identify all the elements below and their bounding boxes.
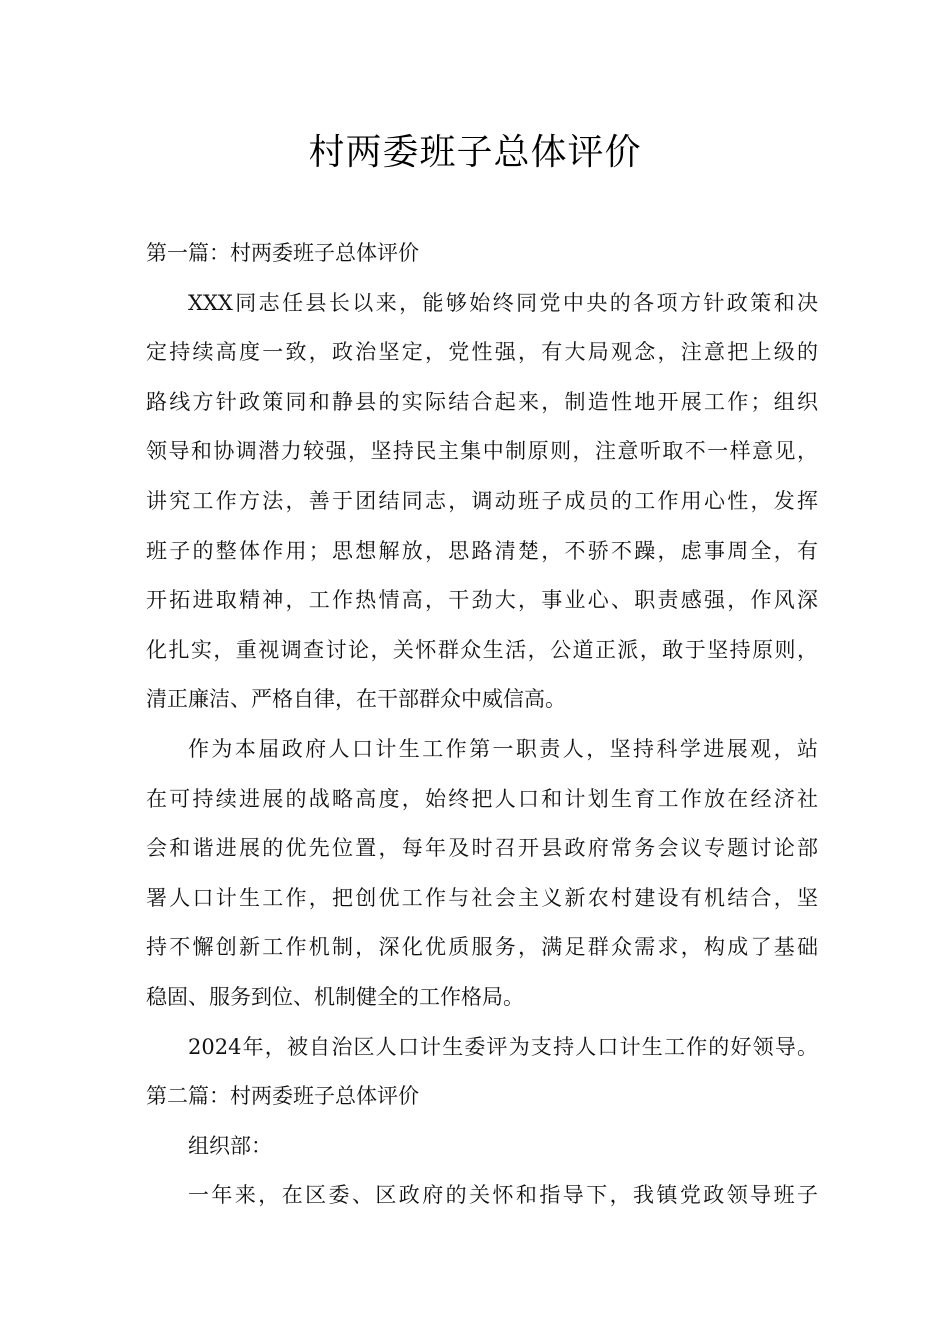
paragraph-line: 2024年，被自治区人口计生委评为支持人口计生工作的好领导。: [188, 1034, 818, 1059]
paragraph-line: 在可持续进展的战略高度，始终把人口和计划生育工作放在经济社: [146, 786, 818, 811]
paragraph-line: 领导和协调潜力较强，坚持民主集中制原则，注意听取不一样意见，: [146, 439, 818, 464]
paragraph-line: 一年来，在区委、区政府的关怀和指导下，我镇党政领导班子: [188, 1183, 818, 1208]
paragraph-line: 持不懈创新工作机制，深化优质服务，满足群众需求，构成了基础: [146, 935, 818, 960]
paragraph-line: 署人口计生工作，把创优工作与社会主义新农村建设有机结合，坚: [146, 885, 818, 910]
paragraph-line: 会和谐进展的优先位置，每年及时召开县政府常务会议专题讨论部: [146, 836, 818, 861]
paragraph-line: 稳固、服务到位、机制健全的工作格局。: [146, 984, 524, 1009]
paragraph-line: 班子的整体作用；思想解放，思路清楚，不骄不躁，虑事周全，有: [146, 538, 818, 563]
paragraph-line: 清正廉洁、严格自律，在干部群众中威信高。: [146, 687, 566, 712]
paragraph-line: 开拓进取精神，工作热情高，干劲大，事业心、职责感强，作风深: [146, 588, 818, 613]
section-heading-2: 第二篇：村两委班子总体评价: [146, 1084, 419, 1109]
section-heading-1: 第一篇：村两委班子总体评价: [146, 241, 419, 265]
paragraph-line: 化扎实，重视调查讨论，关怀群众生活，公道正派，敢于坚持原则，: [146, 637, 818, 662]
paragraph-line: 作为本届政府人口计生工作第一职责人，坚持科学进展观，站: [188, 736, 818, 761]
paragraph-line: XXX同志任县长以来，能够始终同党中央的各项方针政策和决: [188, 290, 818, 315]
document-title: 村两委班子总体评价: [308, 132, 642, 173]
document-body: [146, 229, 818, 1221]
salutation-line: 组织部：: [188, 1133, 272, 1158]
paragraph-line: 定持续高度一致，政治坚定，党性强，有大局观念，注意把上级的: [146, 340, 818, 365]
paragraph-line: 路线方针政策同和静县的实际结合起来，制造性地开展工作；组织: [146, 389, 818, 414]
paragraph-line: 讲究工作方法，善于团结同志，调动班子成员的工作用心性，发挥: [146, 488, 818, 513]
